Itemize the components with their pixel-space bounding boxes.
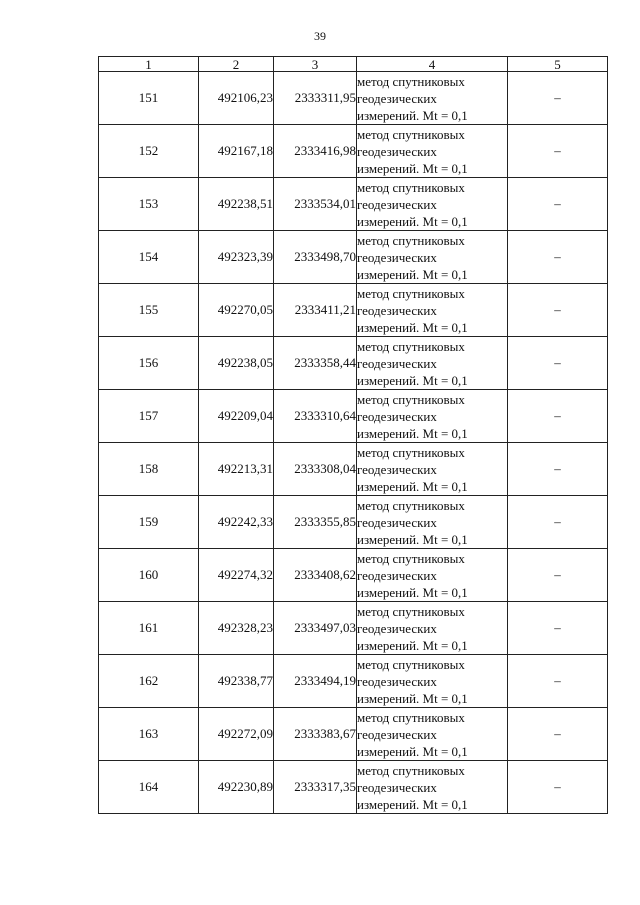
method-cell (357, 178, 508, 231)
table-row (99, 708, 608, 761)
note-cell: – (508, 72, 608, 125)
table-row (99, 284, 608, 337)
method-line-3: измерений. Mt = 0,1 (357, 425, 468, 441)
method-line-1: метод спутниковых (357, 179, 465, 195)
coordinates-table (98, 56, 608, 814)
method-line-1: метод спутниковых (357, 444, 465, 460)
y-coordinate-cell: 2333534,01 (274, 178, 357, 231)
y-coordinate-cell: 2333310,64 (274, 390, 357, 443)
table-row (99, 337, 608, 390)
table-row (99, 72, 608, 125)
table-row (99, 549, 608, 602)
note-cell: – (508, 761, 608, 814)
table-row (99, 761, 608, 814)
method-line-1: метод спутниковых (357, 126, 465, 142)
y-coordinate-cell: 2333317,35 (274, 761, 357, 814)
method-line-3: измерений. Mt = 0,1 (357, 637, 468, 653)
method-cell (357, 443, 508, 496)
method-line-3: измерений. Mt = 0,1 (357, 160, 468, 176)
x-coordinate-cell: 492323,39 (199, 231, 274, 284)
note-cell: – (508, 496, 608, 549)
x-coordinate-cell: 492270,05 (199, 284, 274, 337)
method-line-3: измерений. Mt = 0,1 (357, 690, 468, 706)
point-number-cell: 163 (99, 708, 199, 761)
method-line-1: метод спутниковых (357, 391, 465, 407)
method-line-2: геодезических (357, 779, 437, 795)
y-coordinate-cell: 2333498,70 (274, 231, 357, 284)
method-line-1: метод спутниковых (357, 603, 465, 619)
x-coordinate-cell: 492209,04 (199, 390, 274, 443)
method-line-2: геодезических (357, 567, 437, 583)
note-cell: – (508, 390, 608, 443)
y-coordinate-cell: 2333497,03 (274, 602, 357, 655)
method-line-3: измерений. Mt = 0,1 (357, 213, 468, 229)
method-line-2: геодезических (357, 461, 437, 477)
method-line-3: измерений. Mt = 0,1 (357, 372, 468, 388)
point-number-cell: 152 (99, 125, 199, 178)
x-coordinate-cell: 492167,18 (199, 125, 274, 178)
x-coordinate-cell: 492238,05 (199, 337, 274, 390)
note-cell: – (508, 231, 608, 284)
method-cell (357, 655, 508, 708)
method-line-2: геодезических (357, 355, 437, 371)
method-cell (357, 72, 508, 125)
y-coordinate-cell: 2333383,67 (274, 708, 357, 761)
column-header-2: 2 (199, 57, 274, 72)
table-row (99, 655, 608, 708)
x-coordinate-cell: 492242,33 (199, 496, 274, 549)
note-cell: – (508, 125, 608, 178)
method-cell (357, 337, 508, 390)
method-line-3: измерений. Mt = 0,1 (357, 266, 468, 282)
table-row (99, 231, 608, 284)
x-coordinate-cell: 492338,77 (199, 655, 274, 708)
method-cell (357, 602, 508, 655)
point-number-cell: 156 (99, 337, 199, 390)
method-cell (357, 231, 508, 284)
method-cell (357, 549, 508, 602)
table-row (99, 496, 608, 549)
method-cell (357, 496, 508, 549)
table-header-row (99, 57, 608, 72)
x-coordinate-cell: 492106,23 (199, 72, 274, 125)
table-row (99, 390, 608, 443)
table-row (99, 602, 608, 655)
method-line-2: геодезических (357, 514, 437, 530)
point-number-cell: 157 (99, 390, 199, 443)
y-coordinate-cell: 2333358,44 (274, 337, 357, 390)
point-number-cell: 159 (99, 496, 199, 549)
x-coordinate-cell: 492328,23 (199, 602, 274, 655)
method-line-3: измерений. Mt = 0,1 (357, 584, 468, 600)
method-line-2: геодезических (357, 249, 437, 265)
method-line-1: метод спутниковых (357, 73, 465, 89)
method-line-1: метод спутниковых (357, 550, 465, 566)
page-number: 39 (314, 29, 326, 43)
method-cell (357, 708, 508, 761)
note-cell: – (508, 708, 608, 761)
table-row (99, 125, 608, 178)
note-cell: – (508, 549, 608, 602)
method-line-2: геодезических (357, 143, 437, 159)
x-coordinate-cell: 492238,51 (199, 178, 274, 231)
method-cell (357, 125, 508, 178)
x-coordinate-cell: 492274,32 (199, 549, 274, 602)
x-coordinate-cell: 492230,89 (199, 761, 274, 814)
point-number-cell: 158 (99, 443, 199, 496)
method-line-3: измерений. Mt = 0,1 (357, 478, 468, 494)
point-number-cell: 155 (99, 284, 199, 337)
method-line-2: геодезических (357, 90, 437, 106)
method-line-2: геодезических (357, 673, 437, 689)
point-number-cell: 164 (99, 761, 199, 814)
y-coordinate-cell: 2333355,85 (274, 496, 357, 549)
method-line-2: геодезических (357, 302, 437, 318)
method-line-1: метод спутниковых (357, 285, 465, 301)
table-row (99, 443, 608, 496)
method-cell (357, 284, 508, 337)
y-coordinate-cell: 2333311,95 (274, 72, 357, 125)
method-line-1: метод спутниковых (357, 232, 465, 248)
point-number-cell: 154 (99, 231, 199, 284)
table-row (99, 178, 608, 231)
y-coordinate-cell: 2333308,04 (274, 443, 357, 496)
column-header-5: 5 (508, 57, 608, 72)
method-line-1: метод спутниковых (357, 497, 465, 513)
note-cell: – (508, 337, 608, 390)
method-line-1: метод спутниковых (357, 338, 465, 354)
column-header-1: 1 (99, 57, 199, 72)
point-number-cell: 160 (99, 549, 199, 602)
method-line-2: геодезических (357, 726, 437, 742)
method-line-1: метод спутниковых (357, 656, 465, 672)
point-number-cell: 151 (99, 72, 199, 125)
y-coordinate-cell: 2333416,98 (274, 125, 357, 178)
method-line-1: метод спутниковых (357, 709, 465, 725)
x-coordinate-cell: 492272,09 (199, 708, 274, 761)
method-line-2: геодезических (357, 408, 437, 424)
method-line-2: геодезических (357, 620, 437, 636)
method-line-3: измерений. Mt = 0,1 (357, 743, 468, 759)
note-cell: – (508, 443, 608, 496)
method-line-3: измерений. Mt = 0,1 (357, 531, 468, 547)
note-cell: – (508, 284, 608, 337)
y-coordinate-cell: 2333408,62 (274, 549, 357, 602)
note-cell: – (508, 178, 608, 231)
method-cell (357, 390, 508, 443)
column-header-4: 4 (357, 57, 508, 72)
method-line-3: измерений. Mt = 0,1 (357, 796, 468, 812)
point-number-cell: 162 (99, 655, 199, 708)
method-line-3: измерений. Mt = 0,1 (357, 107, 468, 123)
column-header-3: 3 (274, 57, 357, 72)
method-line-3: измерений. Mt = 0,1 (357, 319, 468, 335)
method-line-1: метод спутниковых (357, 762, 465, 778)
y-coordinate-cell: 2333494,19 (274, 655, 357, 708)
x-coordinate-cell: 492213,31 (199, 443, 274, 496)
point-number-cell: 153 (99, 178, 199, 231)
y-coordinate-cell: 2333411,21 (274, 284, 357, 337)
method-line-2: геодезических (357, 196, 437, 212)
note-cell: – (508, 655, 608, 708)
note-cell: – (508, 602, 608, 655)
point-number-cell: 161 (99, 602, 199, 655)
method-cell (357, 761, 508, 814)
